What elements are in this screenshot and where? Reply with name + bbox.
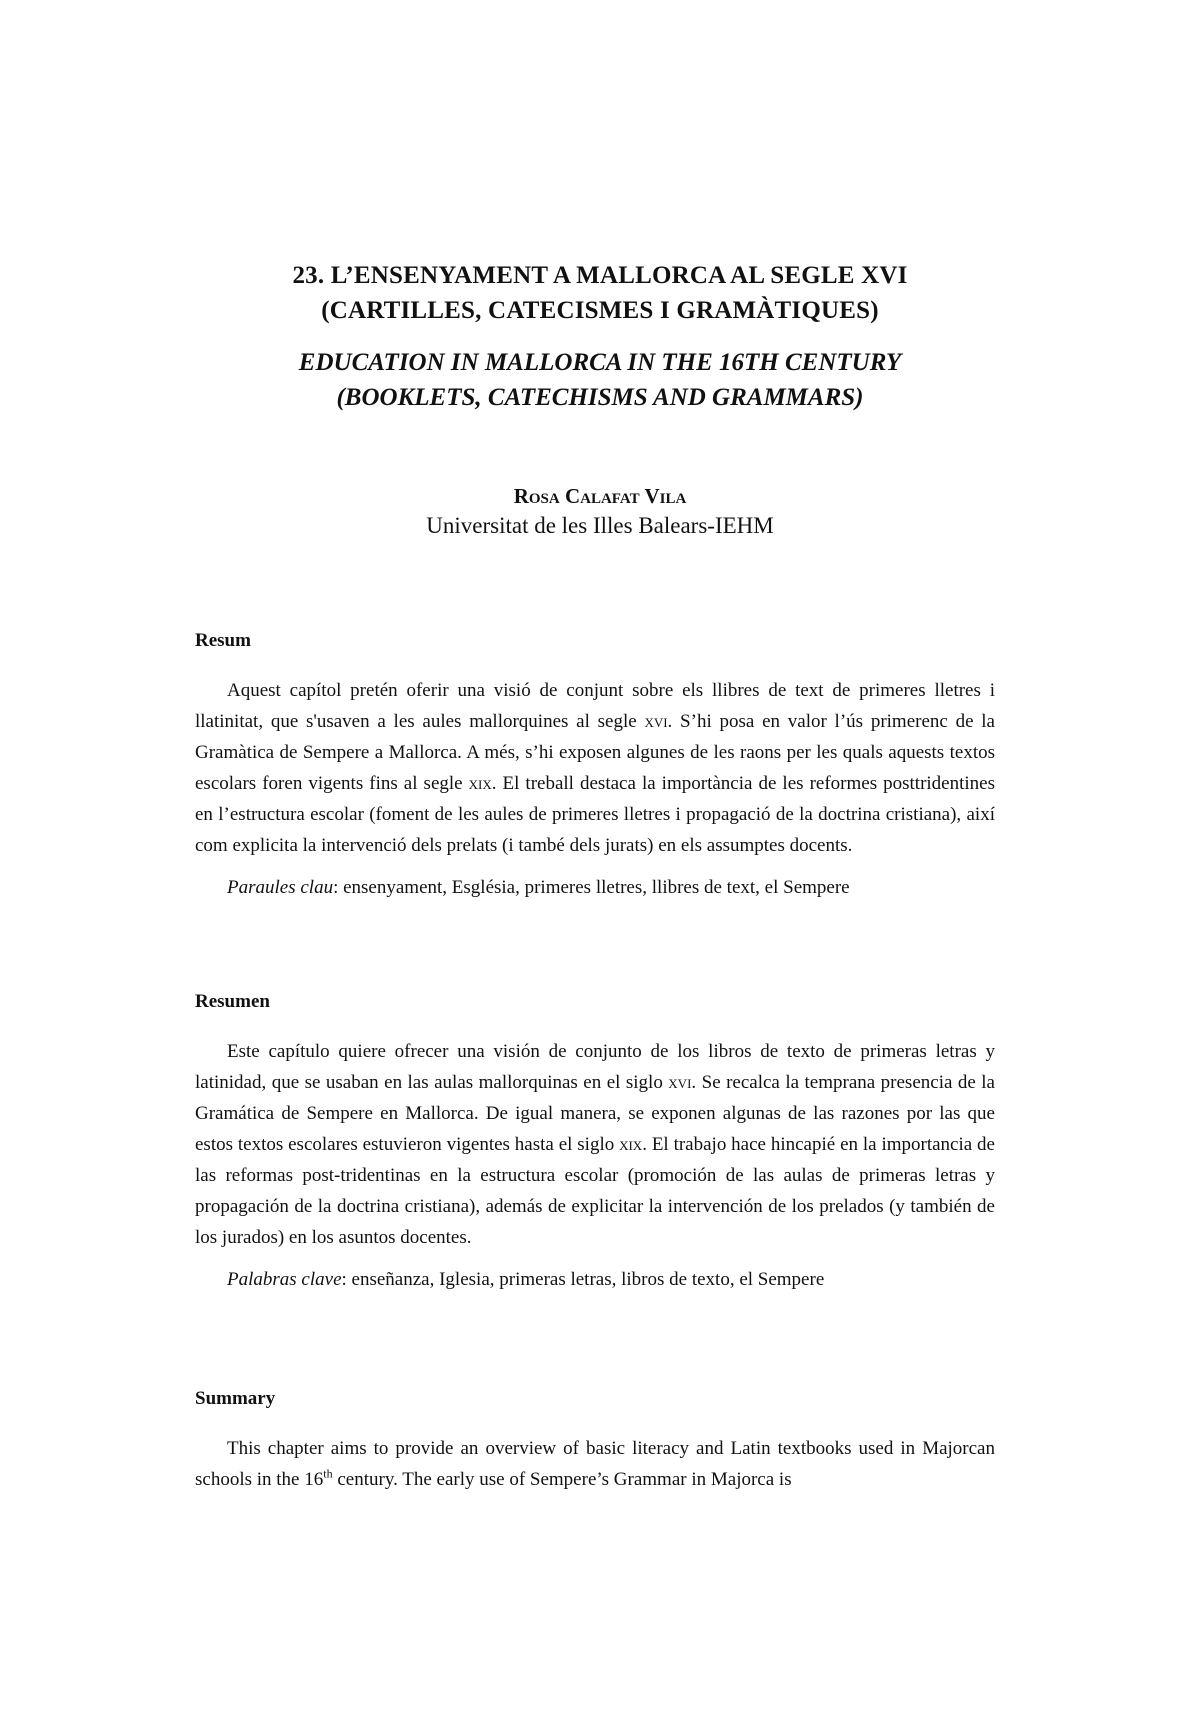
abstract-paragraph: Aquest capítol pretén oferir una visió de conjunt sobre els llibres de text de primeres lletres i llatinitat, que s'usaven a les aules mallorquines al segle xvi. S’hi posa en valor l’ús primerenc de la Gramàtica de Sempere a Mallorca. A més, s’hi exposen algunes de les raons per les quals aquests textos escolars foren vigents fins al segle xix. El treball destaca la importància de les reformes posttridentines en l’estructura escolar (foment de les aules de primeres lletres i propagació de la doctrina cristiana), així com explicita la intervenció dels prelats (i també dels jurats) en els assumptes docents.	[195, 680, 995, 856]
keywords-list: : ensenyament, Església, primeres lletres, llibres de text, el Sempere	[333, 877, 850, 898]
section-heading-resumen: Resumen	[195, 991, 270, 1012]
author-name: Rosa Calafat Vila	[513, 484, 687, 508]
abstract-english	[195, 1386, 995, 1495]
keywords-line	[195, 1264, 995, 1295]
chapter-title	[180, 258, 1020, 328]
keywords-line	[195, 872, 995, 903]
abstract-paragraph: This chapter aims to provide an overview of basic literacy and Latin textbooks used in Majorcan schools in the 16th century. The early use of Sempere’s Grammar in Majorca is	[195, 1438, 995, 1490]
abstract-paragraph: Este capítulo quiere ofrecer una visión de conjunto de los libros de texto de primeras letras y latinidad, que se usaban en las aulas mallorquinas en el siglo xvi. Se recalca la temprana presencia de la Gramática de Sempere en Mallorca. De igual manera, se exponen algunas de las razones por las que estos textos escolares estuvieron vigentes hasta el siglo xix. El trabajo hace hincapié en la importancia de las reformas post-tridentinas en la estructura escolar (promoción de las aulas de primeras letras y propagación de la doctrina cristiana), además de explicitar la intervención de los prelados (y también de los jurados) en los asuntos docentes.	[195, 1041, 995, 1248]
chapter-title-english	[180, 345, 1020, 415]
abstract-catalan	[195, 628, 995, 903]
author-affiliation: Universitat de les Illes Balears-IEHM	[426, 513, 774, 538]
keywords-list: : enseñanza, Iglesia, primeras letras, libros de texto, el Sempere	[341, 1269, 825, 1290]
keywords-label: Palabras clave	[227, 1269, 342, 1290]
title-line-1: 23. L’ENSENYAMENT A MALLORCA AL SEGLE XVI	[292, 262, 908, 289]
title-en-line-1: EDUCATION IN MALLORCA IN THE 16TH CENTURY	[298, 349, 902, 376]
title-line-2: (CARTILLES, CATECISMES I GRAMÀTIQUES)	[321, 297, 879, 324]
keywords-label: Paraules clau	[227, 877, 334, 898]
abstract-spanish	[195, 989, 995, 1295]
section-heading-resum: Resum	[195, 630, 251, 651]
section-heading-summary: Summary	[195, 1388, 276, 1409]
title-en-line-2: (BOOKLETS, CATECHISMS AND GRAMMARS)	[336, 384, 864, 411]
